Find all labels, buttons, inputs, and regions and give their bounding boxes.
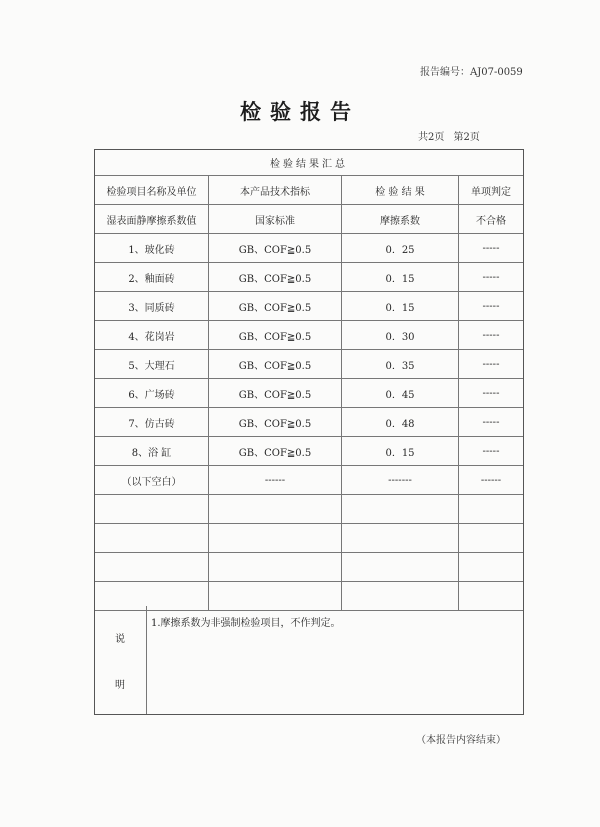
table-row-item-cell: [95, 495, 209, 524]
table-row-result-cell: [342, 582, 459, 611]
subheader-result-cell: 摩擦系数: [342, 205, 459, 234]
table-row-item-cell: 4、花岗岩: [95, 321, 209, 350]
notes-text: 1.摩擦系数为非强制检验项目，不作判定。: [151, 618, 341, 629]
table-row-item-cell: [95, 582, 209, 611]
report-number: 报告编号：AJ07-0059: [420, 67, 523, 78]
table-row-item-cell: 1、玻化砖: [95, 234, 209, 263]
table-row-item-cell: [95, 553, 209, 582]
table-row-item-cell: 6、广场砖: [95, 379, 209, 408]
table-row-item-cell: 5、大理石: [95, 350, 209, 379]
table-row-item-cell: 2、釉面砖: [95, 263, 209, 292]
table-row-verdict-cell: -----: [459, 437, 523, 466]
table-row-spec-cell: GB、COF≧0.5: [209, 234, 342, 263]
notes-label: [95, 606, 147, 714]
table-row-item-cell: 8、浴 缸: [95, 437, 209, 466]
table-row-spec-cell: ------: [209, 466, 342, 495]
table-row-item-cell: （以下空白）: [95, 466, 209, 495]
table-row-verdict-cell: [459, 524, 523, 553]
table-row-result-cell: [342, 553, 459, 582]
table-row-spec-cell: GB、COF≧0.5: [209, 321, 342, 350]
table-row-spec-cell: GB、COF≧0.5: [209, 263, 342, 292]
table-row-result-cell: 0．45: [342, 379, 459, 408]
subheader-verdict-cell: 不合格: [459, 205, 523, 234]
table-row-verdict-cell: -----: [459, 350, 523, 379]
table-row-verdict-cell: -----: [459, 408, 523, 437]
table-row-spec-cell: GB、COF≧0.5: [209, 408, 342, 437]
header-item-cell: 检验项目名称及单位: [95, 176, 209, 205]
table-row-result-cell: [342, 495, 459, 524]
notes-label-top: 说: [115, 634, 125, 645]
report-title: 检验报告: [240, 100, 360, 124]
table-row-result-cell: 0．48: [342, 408, 459, 437]
table-row-spec-cell: GB、COF≧0.5: [209, 437, 342, 466]
table-row-result-cell: 0．15: [342, 437, 459, 466]
end-mark: （本报告内容结束）: [416, 735, 506, 746]
header-spec-cell: 本产品技术指标: [209, 176, 342, 205]
page-info: 共2页 第2页: [418, 132, 480, 143]
header-result-cell: 检 验 结 果: [342, 176, 459, 205]
table-row-verdict-cell: [459, 582, 523, 611]
table-row-result-cell: 0．30: [342, 321, 459, 350]
table-row-spec-cell: GB、COF≧0.5: [209, 350, 342, 379]
table-row-spec-cell: GB、COF≧0.5: [209, 292, 342, 321]
table-row-verdict-cell: ------: [459, 466, 523, 495]
table-caption: 检验结果汇总: [95, 150, 523, 176]
table-row-spec-cell: GB、COF≧0.5: [209, 379, 342, 408]
table-row-result-cell: 0．25: [342, 234, 459, 263]
header-verdict-cell: 单项判定: [459, 176, 523, 205]
table-row-result-cell: 0．15: [342, 263, 459, 292]
table-row-verdict-cell: -----: [459, 234, 523, 263]
table-row-result-cell: 0．15: [342, 292, 459, 321]
table-row-spec-cell: [209, 582, 342, 611]
table-row-item-cell: 3、同质砖: [95, 292, 209, 321]
table-row-spec-cell: [209, 495, 342, 524]
result-table: [94, 149, 524, 715]
table-row-spec-cell: [209, 553, 342, 582]
table-row-result-cell: -------: [342, 466, 459, 495]
notes-label-bottom: 明: [115, 680, 125, 691]
subheader-spec-cell: 国家标准: [209, 205, 342, 234]
table-row-result-cell: 0．35: [342, 350, 459, 379]
table-row-spec-cell: [209, 524, 342, 553]
table-row-result-cell: [342, 524, 459, 553]
table-row-verdict-cell: -----: [459, 379, 523, 408]
table-row-verdict-cell: [459, 495, 523, 524]
subheader-item-cell: 湿表面静摩擦系数值: [95, 205, 209, 234]
table-row-verdict-cell: [459, 553, 523, 582]
table-row-item-cell: 7、仿古砖: [95, 408, 209, 437]
table-row-verdict-cell: -----: [459, 292, 523, 321]
table-row-verdict-cell: -----: [459, 321, 523, 350]
table-row-item-cell: [95, 524, 209, 553]
table-row-verdict-cell: -----: [459, 263, 523, 292]
